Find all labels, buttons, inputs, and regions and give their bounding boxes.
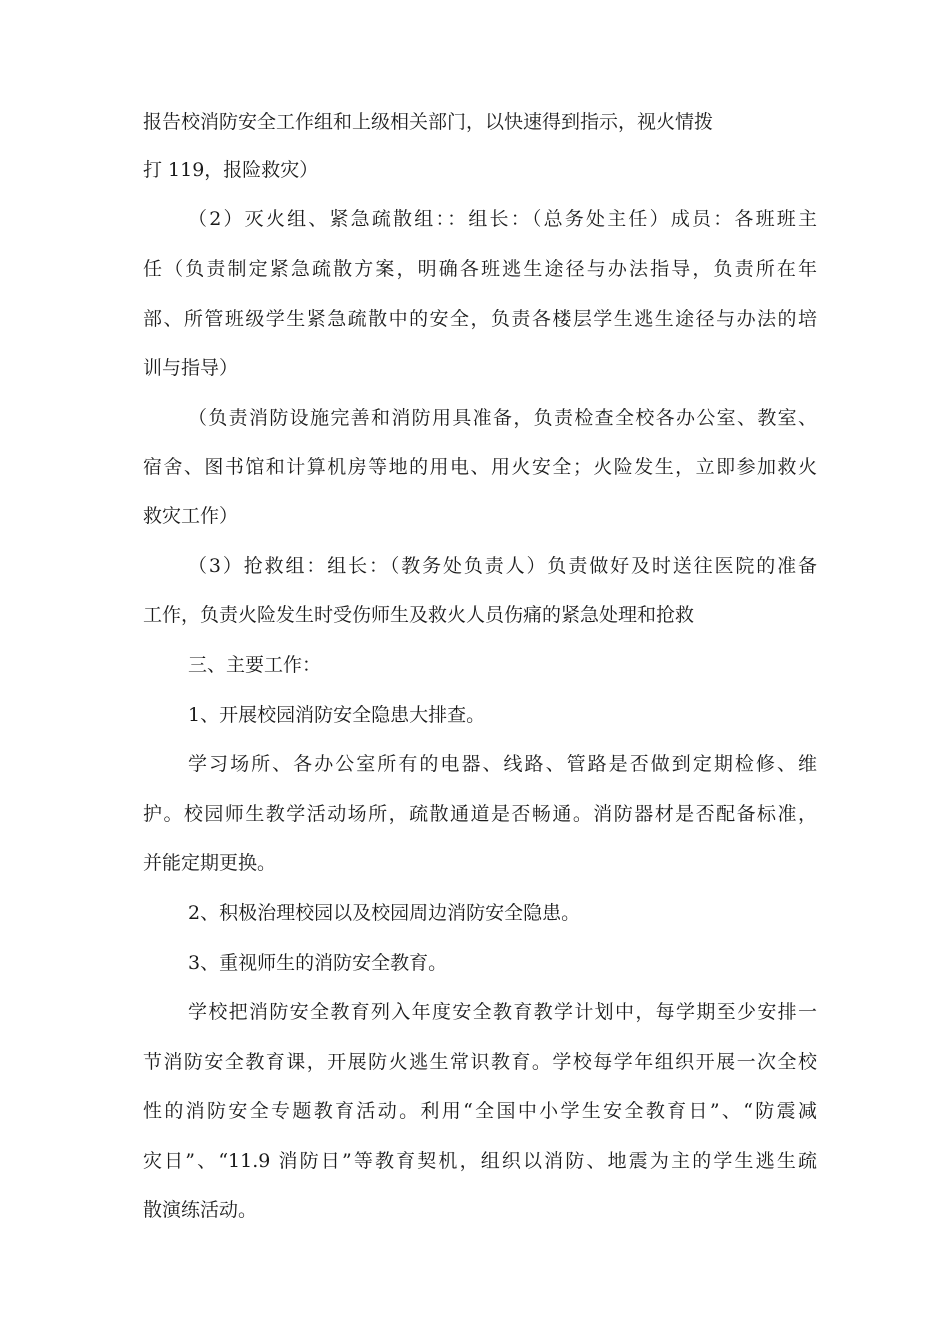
text-line: 报告校消防安全工作组和上级相关部门，以快速得到指示，视火情拨 (143, 111, 714, 133)
list-item-heading: 3、重视师生的消防安全教育。 (188, 952, 448, 974)
section-heading: 三、主要工作： (188, 654, 322, 676)
text-line: 性的消防安全专题教育活动。利用“全国中小学生安全教育日”、“防震减 (143, 1100, 817, 1122)
paragraph-start-line: （负责消防设施完善和消防用具准备，负责检查全校各办公室、教室、 (188, 407, 817, 429)
text-line: 工作，负责火险发生时受伤师生及救火人员伤痛的紧急处理和抢救 (143, 604, 695, 626)
text-line: 护。校园师生教学活动场所，疏散通道是否畅通。消防器材是否配备标准， (143, 803, 817, 825)
paragraph-start-line: 学校把消防安全教育列入年度安全教育教学计划中，每学期至少安排一 (188, 1001, 817, 1023)
text-line: 训与指导） (143, 357, 239, 379)
text-line: 并能定期更换。 (143, 852, 277, 874)
text-line: 灾日”、“11.9 消防日”等教育契机，组织以消防、地震为主的学生逃生疏 (143, 1150, 817, 1172)
paragraph-start-line: 学习场所、各办公室所有的电器、线路、管路是否做到定期检修、维 (188, 753, 817, 775)
paragraph-start-line: （3）抢救组：组长：（教务处负责人）负责做好及时送往医院的准备 (188, 555, 817, 577)
text-line: 宿舍、图书馆和计算机房等地的用电、用火安全；火险发生，立即参加救火 (143, 456, 817, 478)
text-line: 散演练活动。 (143, 1199, 258, 1221)
list-item-heading: 2、积极治理校园以及校园周边消防安全隐患。 (188, 902, 581, 924)
paragraph-start-line: （2）灭火组、紧急疏散组：：组长：（总务处主任）成员：各班班主 (188, 208, 817, 230)
text-line: 打 119，报险救灾） (143, 159, 319, 181)
list-item-heading: 1、开展校园消防安全隐患大排查。 (188, 704, 486, 726)
text-line: 任（负责制定紧急疏散方案，明确各班逃生途径与办法指导，负责所在年 (143, 258, 817, 280)
text-line: 节消防安全教育课，开展防火逃生常识教育。学校每学年组织开展一次全校 (143, 1051, 817, 1073)
text-line: 部、所管班级学生紧急疏散中的安全，负责各楼层学生逃生途径与办法的培 (143, 308, 817, 330)
text-line: 救灾工作） (143, 505, 239, 527)
